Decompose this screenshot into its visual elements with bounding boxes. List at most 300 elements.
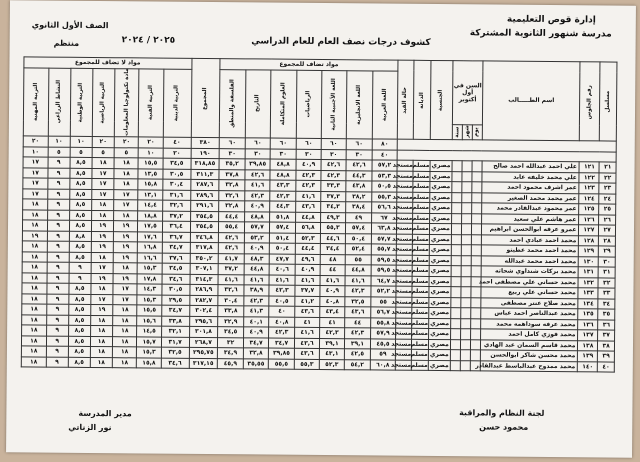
grade-cell: ٣١٧,٨	[190, 242, 219, 253]
grade-cell: ٥٦,٦	[372, 202, 396, 213]
mark-cell: ٢٠	[114, 137, 138, 148]
grade-cell: ٨,٨	[69, 231, 91, 242]
grade-cell: ٤١,٦	[320, 275, 344, 286]
mark-cell: ٤٠	[372, 149, 396, 160]
grade-cell: ٤٠,١	[244, 316, 270, 327]
serial-cell: ٢٨	[599, 235, 616, 246]
serial-cell: ٢٤	[599, 193, 616, 204]
serial-cell: ٣٣	[598, 288, 615, 299]
case-cell: مستجد	[395, 349, 412, 360]
enrollment-type: منتظم	[53, 38, 80, 48]
subject-added-header: اللغة الأجنبية الثانية	[322, 70, 347, 139]
grade-cell: ٣٦,٤	[162, 221, 190, 232]
grade-cell: ١٥,٥	[137, 305, 161, 316]
age-year-cell	[451, 329, 461, 340]
nationality-cell: مصري	[430, 202, 452, 213]
grade-cell: ٩	[46, 346, 68, 357]
grade-cell: ٤٤,٨	[345, 265, 372, 276]
grade-cell: ١٦,٦	[138, 252, 162, 263]
age-unit-header: شهر	[462, 124, 472, 140]
mark-cell: ٤٠	[163, 137, 191, 148]
grade-cell: ٣٠٧,١	[190, 263, 219, 274]
grade-cell: ٤٣,٦	[295, 201, 321, 212]
student-name: محمد صلاح عنتر مصطفى	[481, 297, 579, 308]
grade-cell: ١٨	[91, 315, 113, 326]
age-year-cell	[451, 297, 461, 308]
age-month-cell	[461, 234, 471, 245]
age-month-cell	[461, 318, 471, 329]
grade-cell: ٤٥,٥	[371, 338, 395, 349]
grade-cell: ٥٩	[371, 349, 395, 360]
grade-cell: ٩	[46, 325, 68, 336]
grade-cell: ٥٠,٤	[345, 233, 372, 244]
grade-cell: ٥٦,٨	[295, 222, 321, 233]
seat-cell: ١٣٠	[579, 256, 599, 267]
grade-cell: ٣٣,٨	[161, 316, 189, 327]
grade-cell: ٩	[47, 178, 69, 189]
grade-cell: ٣٧,٢	[218, 264, 244, 275]
nationality-cell: مصري	[429, 307, 451, 318]
grade-cell: ٣٩,١	[320, 338, 344, 349]
grade-cell: ٤١,٦	[295, 275, 321, 286]
religion-cell: مسلم	[413, 160, 430, 171]
age-month-cell	[460, 360, 470, 371]
nationality-cell: مصري	[429, 297, 451, 308]
grade-cell: ١٩	[113, 273, 137, 284]
grade-cell: ١٨	[22, 293, 47, 304]
grade-cell: ٩	[69, 262, 91, 273]
col-total: المجموع	[191, 58, 220, 137]
grade-cell: ٨,٥	[69, 189, 91, 200]
seat-cell: ١٣٧	[578, 330, 598, 341]
grade-cell: ٤٠,٩	[244, 243, 270, 254]
grade-cell: ٩	[46, 294, 68, 305]
grade-cell: ٤٢,٦	[346, 160, 373, 171]
grade-cell: ٨,٥	[69, 241, 91, 252]
school-name: مدرسة شنهور الثانوية المشتركة	[469, 28, 612, 40]
grade-cell: ٣٤,٣	[321, 202, 345, 213]
grade-cell: ٥٧,٩	[371, 328, 395, 339]
mark-cell: ٦٠	[271, 138, 297, 149]
serial-cell: ٣٥	[598, 309, 615, 320]
grade-cell: ٥٠,٥	[372, 181, 396, 192]
nationality-cell: مصري	[429, 244, 451, 255]
age-day-cell	[471, 234, 481, 245]
grade-cell: ١٧	[23, 157, 48, 168]
grade-cell: ٥٥,٣	[372, 191, 396, 202]
serial-cell: ٤٠	[598, 361, 615, 372]
grade-cell: ١٣,٥	[138, 168, 162, 179]
grade-cell: ٤٧,٧	[270, 254, 296, 265]
grade-cell: ١٧	[23, 188, 48, 199]
grade-cell: ٤٩,٣	[321, 212, 345, 223]
case-cell: مستجد	[396, 255, 413, 266]
grade-cell: ١٨	[22, 283, 47, 294]
grade-cell: ٥٧,٤	[345, 223, 372, 234]
grade-cell: ١٧	[91, 294, 113, 305]
grade-cell: ١٨	[113, 263, 137, 274]
mark-cell: ٢٠	[163, 148, 191, 159]
seat-cell: ١٢٦	[579, 214, 599, 225]
grade-cell: ١٨	[21, 346, 46, 357]
grade-cell: ٩	[47, 241, 69, 252]
grade-cell: ٤٠,٨	[320, 296, 344, 307]
age-year-cell	[451, 287, 461, 298]
grade-cell: ١٨	[91, 210, 113, 221]
age-month-cell	[461, 224, 471, 235]
grade-cell: ٩	[47, 210, 69, 221]
age-year-cell	[451, 234, 461, 245]
grade-cell: ٣٤,٥	[163, 158, 191, 169]
grade-cell: ١٩	[113, 252, 137, 263]
mark-cell: ٦٠	[346, 139, 373, 150]
grade-cell: ٤٢,٣	[270, 191, 296, 202]
age-day-cell	[472, 192, 482, 203]
grade-cell: ٣٨,٤	[345, 202, 372, 213]
grade-cell: ٨,٥	[68, 304, 90, 315]
nationality-cell: مصري	[429, 255, 451, 266]
grade-cell: ١٧	[23, 178, 48, 189]
seat-cell: ١٢٤	[579, 193, 599, 204]
grade-cell: ١٩	[114, 221, 138, 232]
grade-cell: ١٧	[114, 189, 138, 200]
admin-name: إدارة قوص التعليمية	[506, 14, 596, 26]
grade-cell: ٣٠,٥	[162, 284, 190, 295]
nationality-cell: مصري	[428, 349, 450, 360]
age-day-cell	[471, 318, 481, 329]
grade-cell: ٩	[47, 199, 69, 210]
grade-cell: ١٥,٨	[137, 357, 161, 368]
grade-cell: ٤٤,٣	[346, 170, 373, 181]
grade-cell: ٥٠,٤	[270, 243, 296, 254]
mark-cell: ٢٠	[23, 136, 48, 147]
case-cell: مستجد	[396, 213, 413, 224]
mark-cell: ٣٠	[245, 148, 271, 159]
seat-cell: ١٣٤	[578, 298, 598, 309]
grade-cell: ٢٩٥,٧٥	[189, 347, 218, 358]
student-name: عمر هاشم علي سعيد	[481, 213, 579, 224]
nationality-cell: مصري	[429, 234, 451, 245]
subject-added-header: الفلسفة والمنطق	[220, 69, 246, 138]
student-name: علي احمد عبدالله احمد صالح	[482, 161, 580, 172]
grade-cell: ٥١,٤	[270, 233, 296, 244]
grade-cell: ٥٣,٢	[244, 232, 270, 243]
grade-cell: ٣٤,٥	[218, 327, 244, 338]
grade-cell: ١٨	[23, 199, 48, 210]
grade-cell: ٥٥,٣	[294, 359, 320, 370]
grade-cell: ١٧	[23, 167, 48, 178]
religion-cell: مسلم	[412, 360, 429, 371]
age-year-cell	[452, 213, 462, 224]
grade-cell: ٥٧,٢	[372, 160, 396, 171]
grade-cell: ٣٧,٧	[295, 285, 321, 296]
col-name: اسم الطـــــالب	[482, 61, 580, 141]
age-year-cell	[451, 245, 461, 256]
student-name: عمر اشرف محمود احمد	[482, 182, 580, 193]
grade-cell: ٣٠,٤	[163, 179, 191, 190]
grade-cell: ٩	[47, 262, 69, 273]
grade-cell: ٥٢,٤	[345, 244, 372, 255]
grade-cell: ٦٣,٨	[372, 223, 396, 234]
grade-cell: ٣٢,٦	[162, 200, 190, 211]
grade-cell: ١٨	[91, 252, 113, 263]
religion-cell: مسلم	[412, 265, 429, 276]
age-year-cell	[450, 350, 460, 361]
grade-cell: ١٨	[22, 272, 47, 283]
seat-cell: ١٢٨	[579, 235, 599, 246]
mark-cell: ٦٠	[296, 138, 322, 149]
grade-cell: ٣٥٠,٢	[190, 253, 219, 264]
grade-cell: ٢٩٥,٦	[189, 316, 218, 327]
nationality-cell: مصري	[430, 192, 452, 203]
grade-cell: ٣١١,٣	[190, 169, 219, 180]
grade-cell: ١٩	[22, 230, 47, 241]
grade-cell: ١٧	[92, 179, 114, 190]
case-cell: مستجد	[396, 181, 413, 192]
grade-cell: ١٤,٣	[137, 284, 161, 295]
case-cell: مستجد	[397, 171, 414, 182]
grade-cell: ٣٤,٧	[269, 338, 295, 349]
case-cell: مستجد	[395, 328, 412, 339]
subject-not-added-header: النشاط الزراعي	[48, 68, 71, 137]
serial-cell: ٢١	[599, 162, 616, 173]
grade-cell: ١٤,٤	[138, 200, 162, 211]
seat-cell: ١٢٥	[579, 204, 599, 215]
grade-cell: ٣٢,١	[161, 326, 189, 337]
seat-cell: ١٣٦	[578, 319, 598, 330]
nationality-cell: مصري	[429, 318, 451, 329]
age-day-cell	[472, 203, 482, 214]
age-month-cell	[460, 350, 470, 361]
student-name: محمد احمد محمد عبدالله	[481, 255, 579, 266]
age-month-cell	[461, 255, 471, 266]
grade-cell: ١٤,٥	[137, 326, 161, 337]
grade-cell: ١٨	[22, 251, 47, 262]
age-day-cell	[471, 308, 481, 319]
serial-cell: ٢٣	[599, 183, 616, 194]
mark-cell: ٣٠	[321, 149, 345, 160]
grade-cell: ٨,٥	[70, 168, 92, 179]
seat-cell: ١٢٩	[579, 246, 599, 257]
nationality-cell: مصري	[429, 265, 451, 276]
grade-cell: ٥٩,٥	[371, 265, 395, 276]
grade-cell: ٣٧,٢	[162, 211, 190, 222]
mark-cell: ٦٠	[245, 138, 271, 149]
grade-cell: ٢٦٨,٧	[189, 337, 218, 348]
grade-cell: ١٨	[114, 158, 138, 169]
grade-cell: ٥٧,٤	[270, 222, 296, 233]
grade-cell: ٥١,٨	[270, 212, 296, 223]
age-year-cell	[451, 255, 461, 266]
grade-cell: ٣٠,٤	[218, 295, 244, 306]
religion-cell: مسلم	[413, 213, 430, 224]
grade-cell: ٣٩,٨٥	[245, 159, 271, 170]
grade-cell: ٣٣,٣	[321, 181, 345, 192]
grade-cell: ١٨	[113, 305, 137, 316]
grade-cell: ٩	[69, 273, 91, 284]
grade-cell: ٤٠,٥	[269, 296, 295, 307]
age-year-cell	[452, 203, 462, 214]
grade-cell: ٣٤,٦	[161, 358, 189, 369]
religion-cell: مسلم	[412, 276, 429, 287]
age-year-cell	[452, 182, 462, 193]
grade-cell: ٤١,٦	[218, 274, 244, 285]
grade-cell: ٤٤,٨	[244, 264, 270, 275]
case-cell: مستجد	[395, 307, 412, 318]
grade-cell: ١٨	[90, 326, 112, 337]
subject-not-added-header: التربية الوطنية	[70, 68, 93, 137]
grade-cell: ٤١,٦	[244, 274, 270, 285]
student-name: علي محمد خليفه عابد	[482, 171, 580, 182]
grade-cell: ٢٨٦,٩	[189, 284, 218, 295]
age-month-cell	[462, 182, 472, 193]
age-month-cell	[462, 171, 472, 182]
grade-cell: ٤١,٧	[219, 253, 245, 264]
grade-cell: ٥٧,٧	[372, 233, 396, 244]
nationality-cell: مصري	[429, 213, 451, 224]
grade-cell: ٣٤,٦	[162, 274, 190, 285]
age-day-cell	[470, 350, 480, 361]
grade-cell: ٤٢,٦	[321, 160, 345, 171]
age-month-cell	[461, 266, 471, 277]
grade-cell: ٤١,٦	[245, 180, 271, 191]
case-cell: مستجد	[395, 360, 412, 371]
grade-cell: ٤٤,٣	[270, 201, 296, 212]
grade-cell: ١٨	[21, 335, 46, 346]
grade-cell: ٤٢,٣	[269, 327, 295, 338]
religion-cell: مسلم	[413, 192, 430, 203]
group-not-added: مواد لا تضاف للمجموع	[24, 57, 192, 69]
grade-label: الصف الأول الثانوي	[31, 20, 109, 31]
student-name: محمد احمد محمد عطيتو	[481, 245, 579, 256]
grade-cell: ١٨	[22, 314, 47, 325]
nationality-cell: مصري	[430, 171, 452, 182]
case-cell: مستجد	[395, 318, 412, 329]
grade-cell: ١٥,٣	[137, 347, 161, 358]
religion-cell: مسلم	[412, 349, 429, 360]
col-seat: رقم الجلوس	[580, 62, 601, 141]
age-unit-header: يوم	[472, 124, 482, 140]
grade-cell: ٩	[47, 283, 69, 294]
grade-cell: ٣٨,٢	[345, 191, 372, 202]
grade-cell: ١٨	[22, 325, 47, 336]
religion-cell: مسلم	[413, 234, 430, 245]
religion-cell: مسلم	[412, 255, 429, 266]
grade-cell: ١٣,١	[138, 189, 162, 200]
grade-cell: ١٥,٣	[138, 263, 162, 274]
seat-cell: ١٣٢	[578, 277, 598, 288]
age-year-cell	[451, 266, 461, 277]
grade-cell: ٣٤,٧	[162, 242, 190, 253]
grade-cell: ٣٤,٧	[162, 305, 190, 316]
grade-cell: ٨,٥	[70, 178, 92, 189]
grade-cell: ٤٢,٣	[321, 170, 345, 181]
religion-cell: مسلم	[413, 223, 430, 234]
grade-cell: ٤٩	[345, 212, 372, 223]
grade-cell: ٩	[48, 168, 70, 179]
grade-cell: ٨,٥	[68, 336, 90, 347]
grade-cell: ١٧	[113, 284, 137, 295]
grade-cell: ٥٥,٣	[321, 223, 345, 234]
grade-cell: ٣٥٤,٥	[190, 221, 219, 232]
grade-cell: ٣٢,٦	[218, 285, 244, 296]
age-year-cell	[452, 192, 462, 203]
nationality-cell: مصري	[428, 360, 450, 371]
grade-cell: ٣١٧,١٥	[189, 358, 218, 369]
grade-cell: ٣٦,٧	[162, 232, 190, 243]
grade-cell: ٤٤	[344, 317, 371, 328]
grade-cell: ٣٢,٦	[219, 190, 245, 201]
mark-cell: ١٠	[48, 136, 70, 147]
age-month-cell	[461, 297, 471, 308]
student-name: عمر محمد محمد الصغير	[482, 192, 580, 203]
grade-cell: ١٨	[114, 179, 138, 190]
grade-cell: ١٧	[92, 189, 114, 200]
grade-cell: ١٨	[92, 200, 114, 211]
grade-cell: ٢٨٩,٦	[190, 190, 219, 201]
grade-cell: ٣٥٤,٥	[190, 211, 219, 222]
seat-cell: ١٤٠	[578, 361, 598, 372]
nationality-cell: مصري	[429, 276, 451, 287]
grade-cell: ٤١,٦	[345, 275, 372, 286]
grade-cell: ٣١,٧	[161, 337, 189, 348]
subject-added-header: العلوم المتكاملة	[271, 70, 297, 139]
grade-cell: ٤١,٦	[294, 327, 320, 338]
seat-cell: ١٣٩	[578, 351, 598, 362]
subject-not-added-header: التربية الفنية	[139, 68, 164, 137]
grade-cell: ١٨	[112, 357, 136, 368]
religion-cell: مسلم	[413, 181, 430, 192]
age-year-cell	[450, 360, 460, 371]
grade-cell: ٤٨	[321, 254, 345, 265]
principal-name: نور الزناتي	[68, 422, 112, 433]
grade-cell: ٤٠,٩	[245, 201, 271, 212]
subject-not-added-header: مادة تكنولوجيا المعلومات	[114, 68, 139, 137]
grade-cell: ١٨	[114, 210, 138, 221]
nationality-cell: مصري	[428, 339, 450, 350]
committee-title: لجنة النظام والمراقبة	[459, 408, 545, 418]
grade-cell: ٤٢,٣	[344, 328, 371, 339]
grade-cell: ١٨	[22, 220, 47, 231]
grade-cell: ٥٢,٣	[295, 233, 321, 244]
grade-cell: ٣١,٦	[163, 190, 191, 201]
grade-cell: ٤٠,٩	[243, 327, 269, 338]
subject-not-added-header: التربية الدينية	[163, 69, 191, 138]
grade-cell: ٢٩١,٦	[190, 200, 219, 211]
grade-cell: ٦٧	[372, 212, 396, 223]
grade-cell: ٤١	[294, 317, 320, 328]
col-religion: الديانة	[414, 60, 431, 139]
grades-table	[21, 56, 618, 372]
subject-not-added-header: التربية الرياضية	[92, 68, 115, 137]
grade-cell: ٣٧,٨	[219, 169, 245, 180]
committee-name: محمود حسن	[479, 422, 529, 432]
student-name: محمد احمد عبادي احمد	[481, 234, 579, 245]
case-cell: مستجد	[396, 265, 413, 276]
grade-cell: ٦٠,٨	[371, 359, 395, 370]
serial-cell: ٣٦	[598, 319, 615, 330]
serial-cell: ٣٩	[598, 351, 615, 362]
subject-added-header: اللغة العربية	[373, 70, 398, 139]
col-age: السن في أول أكتوبر	[452, 61, 482, 125]
grade-cell: ٤٠,٩	[295, 264, 321, 275]
grade-cell: ٤٢,٣	[296, 180, 322, 191]
age-day-cell	[472, 182, 482, 193]
grade-cell: ١٩	[91, 242, 113, 253]
case-cell: مستجد	[396, 223, 413, 234]
religion-cell: مسلم	[412, 318, 429, 329]
seat-cell: ١٢٧	[579, 225, 599, 236]
